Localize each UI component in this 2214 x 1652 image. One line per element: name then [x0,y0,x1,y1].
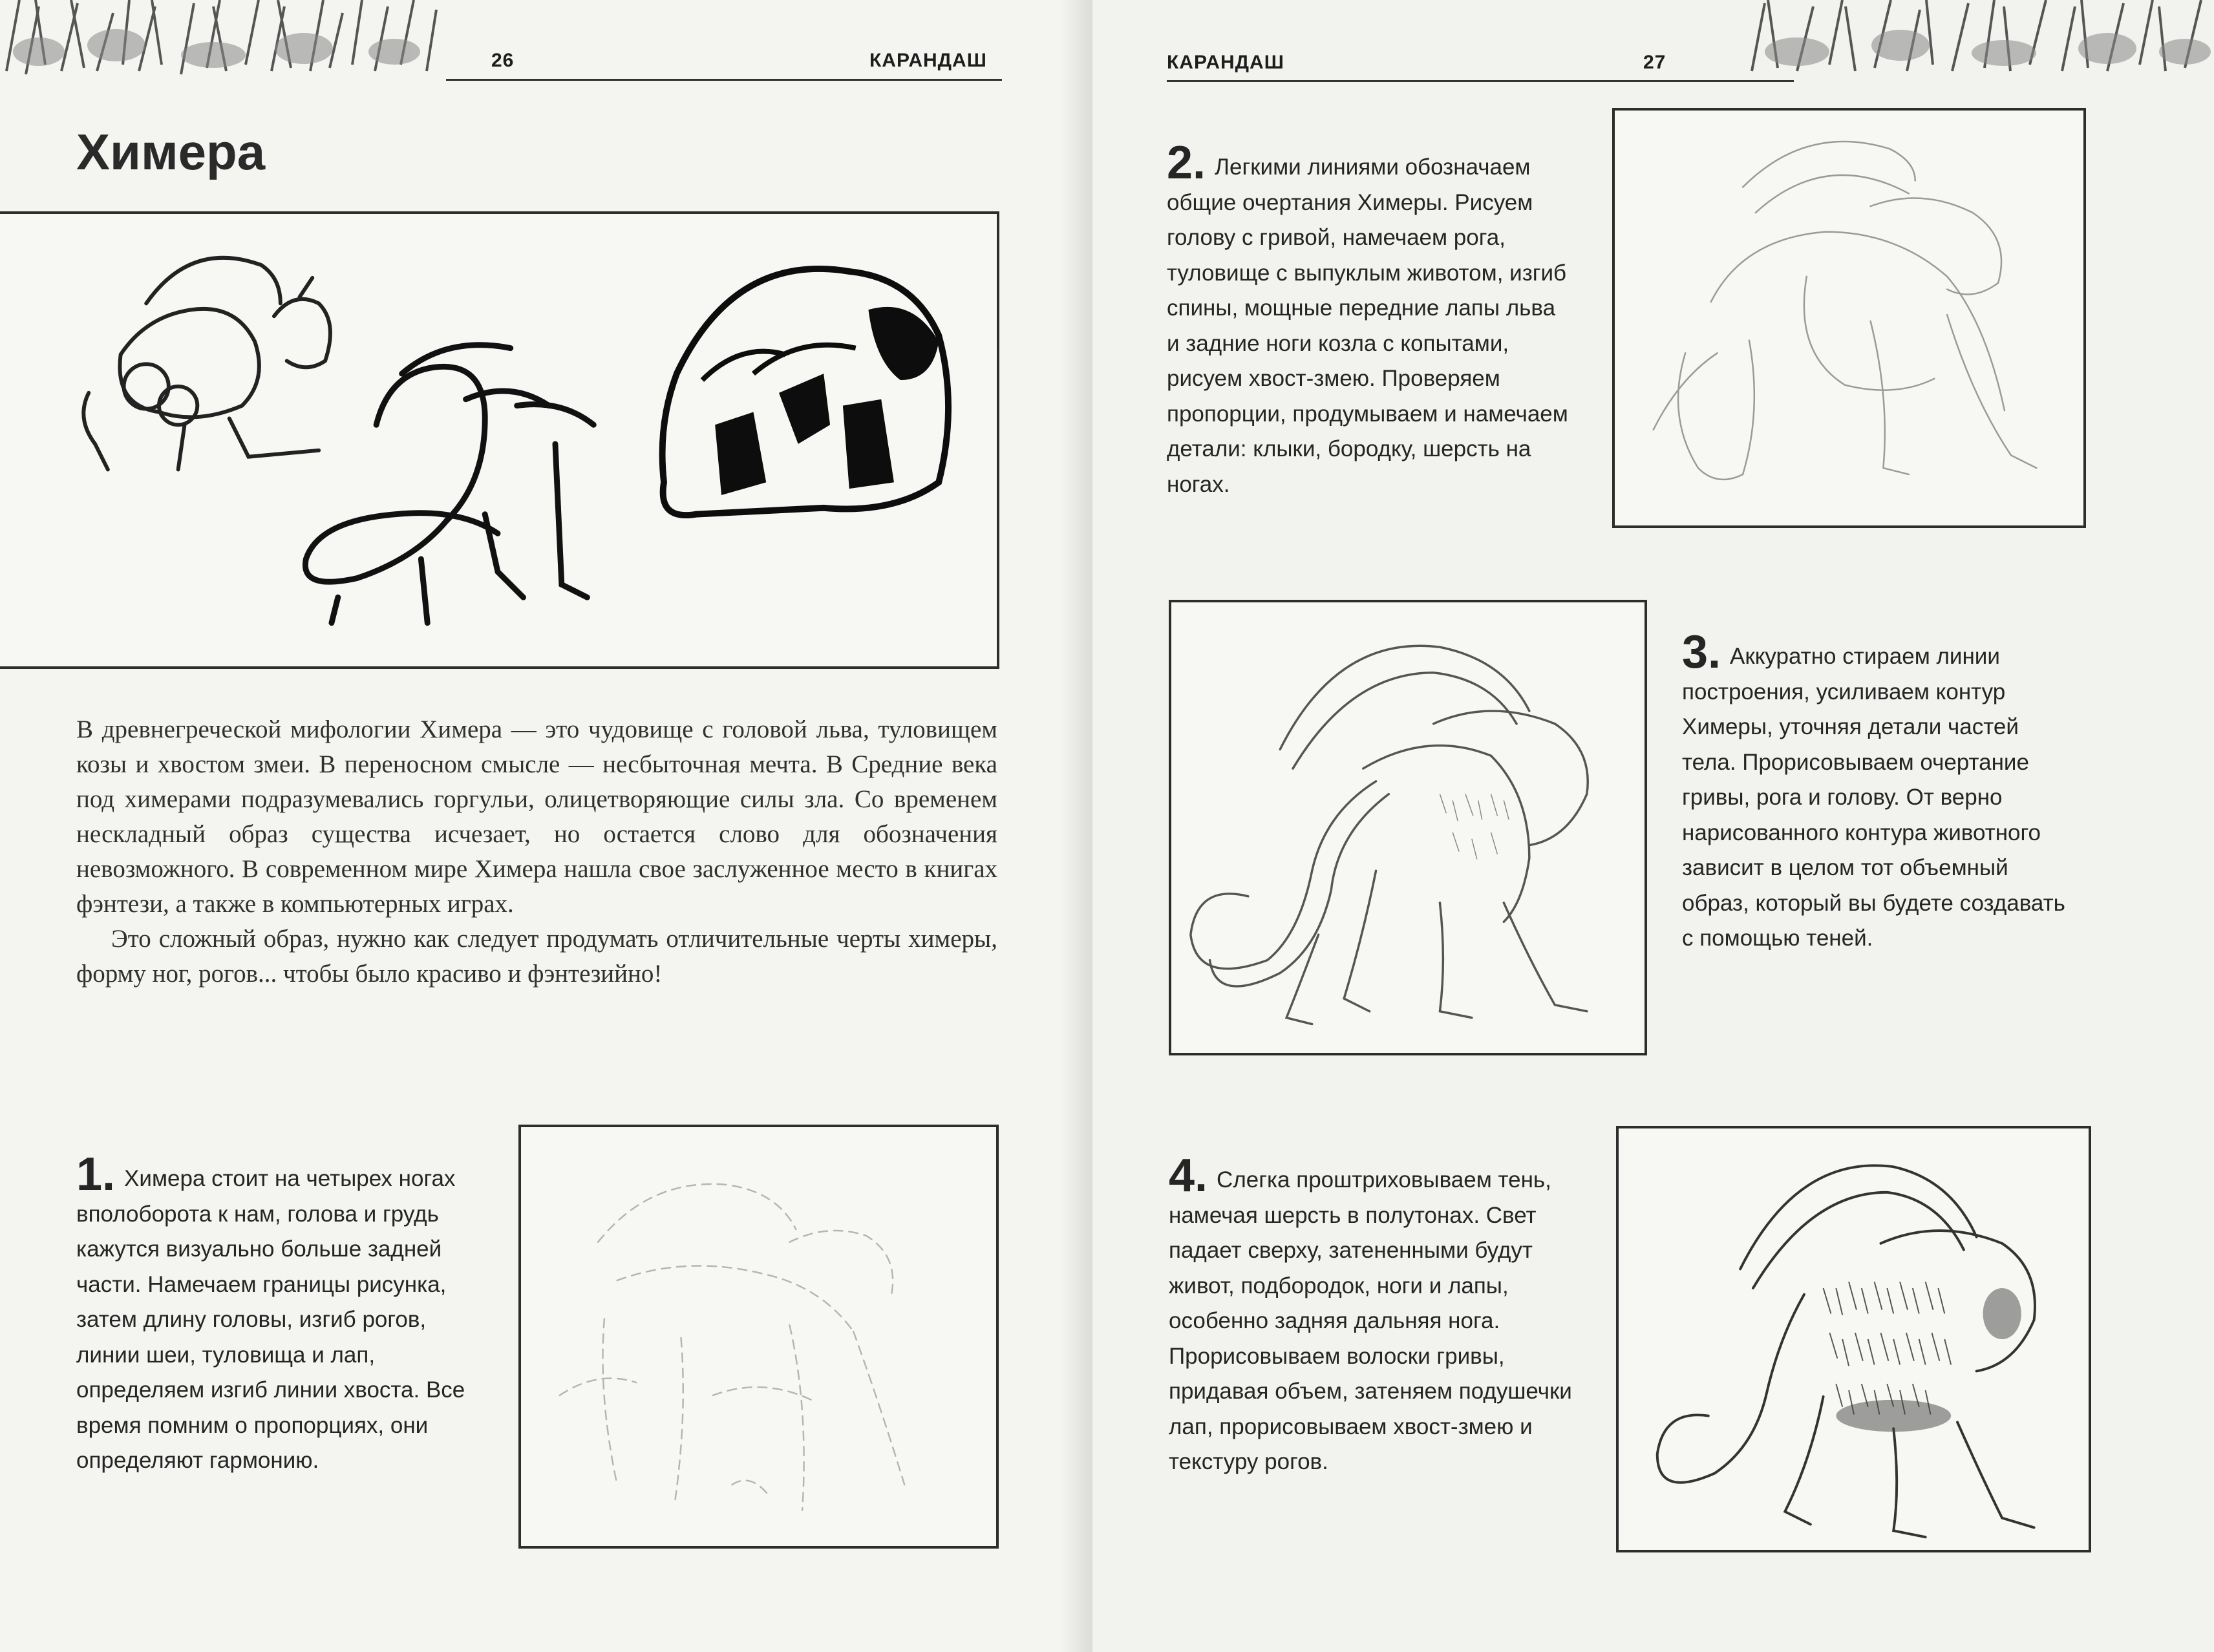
step-text: Аккуратно стираем линии построения, усиливаем контур Химеры, уточняя детали частей тела. Прорисовываем очертание гривы, рога и голову. От верно нарисованного контура животного зависит в целом тот объемный образ, который вы будете создавать с помощью теней. [1682,644,2065,951]
intro-paragraph: В древнегреческой мифологии Химера — это чудовище с головой льва, туловищем козы и хвостом змеи. В переносном смысле — несбыточная мечта. В Средние века под химерами подразумевались горгульи, олицетворяющие силы зла. Со временем нескладный образ существа исчезает, но остается слово для обозначения невозможного. В современном мире Химера нашла свое заслуженное место в книгах фэнтези, а также в компьютерных играх. [76,715,997,918]
step-3-illustration [1169,600,1647,1055]
chimera-outline-sketch [1615,111,2083,525]
running-title: КАРАНДАШ [1167,52,1284,73]
chimera-contour-drawing [1171,602,1645,1053]
header-rule [446,79,1002,81]
header-rule [1167,80,1794,82]
header-grass-decoration [1739,0,2214,78]
chimera-shaded-drawing [1619,1128,2089,1550]
page-number: 27 [1643,52,1666,73]
right-page [1092,0,2214,1652]
step-text: Химера стоит на четырех ногах вполоборота к нам, голова и грудь кажутся визуально больше задней части. Намечаем границы рисунка, затем длину головы, изгиб рогов, линии шеи, туловища и лап, определяем изгиб линии хвоста. Все время помним о пропорциях, они определяют гармонию. [76,1166,465,1473]
page-number: 26 [491,50,515,71]
step-text: Легкими линиями обозначаем общие очертания Химеры. Рисуем голову с гривой, намечаем рога, туловище с выпуклым животом, изгиб спины, мощные передние лапы льва и задние ноги козла с копытами, рисуем хвост-змею. Проверяем пропорции, продумываем и намечаем детали: клыки, бородку, шерсть на ногах. [1167,154,1568,497]
sketch-sequence-illustration [0,211,999,669]
step-number: 3. [1682,626,1721,678]
left-page [0,0,1092,1652]
step-2-illustration [1612,108,2086,528]
step-number: 4. [1169,1150,1208,1202]
running-title: КАРАНДАШ [869,50,987,71]
construction-lines-sketch [521,1127,996,1546]
step-3 [1682,626,2070,957]
step-2 [1167,137,1574,502]
header-grass-decoration [0,0,446,78]
step-1-illustration [518,1125,999,1549]
step-1 [76,1149,490,1479]
step-number: 2. [1167,137,1206,189]
intro-paragraph: Это сложный образ, нужно как следует продумать отличительные черты химеры, форму ног, рогов... чтобы было красиво и фэнтезийно! [76,925,997,988]
step-4 [1169,1150,1576,1480]
step-number: 1. [76,1149,116,1200]
intro-text [76,712,997,991]
step-4-illustration [1616,1126,2091,1552]
page-title: Химера [76,123,266,180]
step-text: Слегка проштриховываем тень, намечая шерсть в полутонах. Свет падает сверху, затененными будут живот, подбородок, ноги и лапы, особенно задняя дальняя нога. Прорисовываем волоски гривы, придавая объем, затеняем подушечки лап, прорисовываем хвост-змею и текстуру рогов. [1169,1167,1572,1474]
chimera-sketches [0,214,997,666]
